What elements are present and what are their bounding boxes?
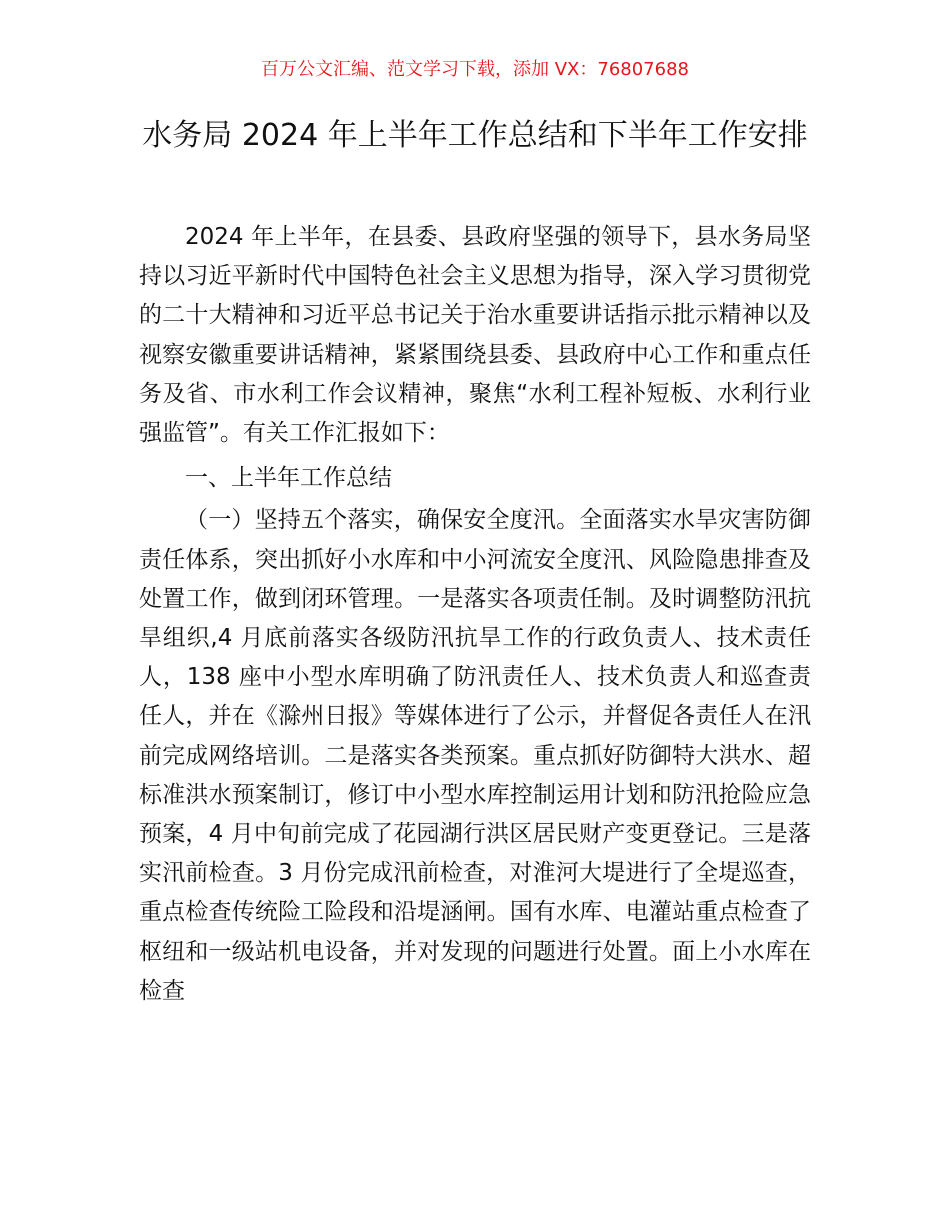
body-paragraph: （一）坚持五个落实，确保安全度汛。全面落实水旱灾害防御责任体系，突出抓好小水库和中小河流安全度汛、风险隐患排查及处置工作，做到闭环管理。一是落实各项责任制。及时调整防汛抗旱组织,4 月底前落实各级防汛抗旱工作的行政负责人、技术责任人，138 座中小型水库明确了防汛责任人、技术负责人和巡查责任人，并在《滁州日报》等媒体进行了公示，并督促各责任人在汛前完成网络培训。二是落实各类预案。重点抓好防御特大洪水、超标准洪水预案制订，修订中小型水库控制运用计划和防汛抢险应急预案，4 月中旬前完成了花园湖行洪区居民财产变更登记。三是落实汛前检查。3 月份完成汛前检查，对淮河大堤进行了全堤巡查，重点检查传统险工险段和沿堤涵闸。国有水库、电灌站重点检查了枢纽和一级站机电设备，并对发现的问题进行处置。面上小水库在检查: [139, 507, 811, 1004]
promo-banner: 百万公文汇编、范文学习下载，添加 VX：76807688: [261, 59, 689, 80]
section-heading: 一、上半年工作总结: [185, 465, 392, 492]
intro-paragraph: 2024 年上半年，在县委、县政府坚强的领导下，县水务局坚持以习近平新时代中国特色社会主义思想为指导，深入学习贯彻党的二十大精神和习近平总书记关于治水重要讲话指示批示精神以及视察安徽重要讲话精神，紧紧围绕县委、县政府中心工作和重点任务及省、市水利工作会议精神，聚焦“水利工程补短板、水利行业强监管”。有关工作汇报如下：: [139, 224, 811, 447]
document-title: 水务局 2024 年上半年工作总结和下半年工作安排: [142, 118, 808, 153]
document-body: [139, 218, 811, 1011]
